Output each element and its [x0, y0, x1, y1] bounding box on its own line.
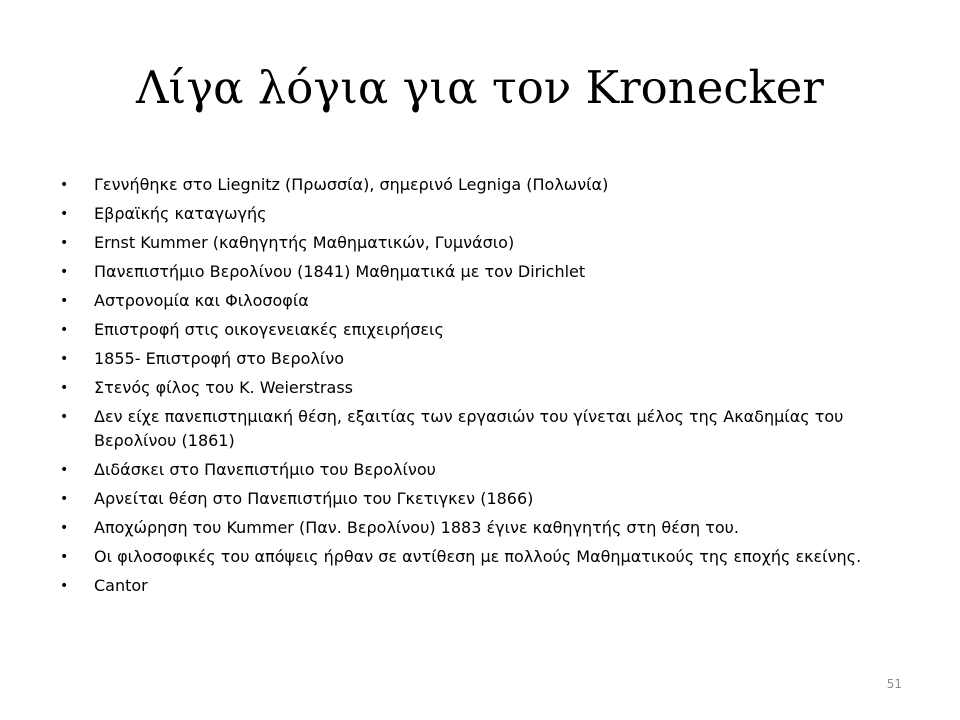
- bullet-item: [60, 289, 910, 313]
- bullet-item: [60, 202, 910, 226]
- bullet-marker: •: [60, 520, 69, 536]
- bullet-text: Πανεπιστήμιο Βερολίνου (1841) Μαθηματικά με τον Dirichlet: [94, 262, 586, 281]
- bullet-text: Γεννήθηκε στο Liegnitz (Πρωσσία), σημερινό Legniga (Πολωνία): [94, 175, 609, 194]
- bullet-marker: •: [60, 322, 69, 338]
- bullet-item: [60, 487, 910, 511]
- bullet-marker: •: [60, 264, 69, 280]
- bullet-text: Αρνείται θέση στο Πανεπιστήμιο του Γκετιγκεν (1866): [94, 489, 534, 508]
- bullet-text: Επιστροφή στις οικογενειακές επιχειρήσεις: [94, 320, 444, 339]
- bullet-marker: •: [60, 177, 69, 193]
- bullet-item: [60, 516, 910, 540]
- bullet-marker: •: [60, 235, 69, 251]
- bullet-text: 1855- Επιστροφή στο Βερολίνο: [94, 349, 345, 368]
- bullet-text: Στενός φίλος του K. Weierstrass: [94, 378, 353, 397]
- bullet-marker: •: [60, 293, 69, 309]
- page-number: 51: [886, 677, 902, 691]
- bullet-text: Αποχώρηση του Kummer (Παν. Βερολίνου) 1883 έγινε καθηγητής στη θέση του.: [94, 518, 739, 537]
- bullet-item: [60, 231, 910, 255]
- bullet-item: [60, 173, 910, 197]
- bullet-text: Ernst Kummer (καθηγητής Μαθηματικών, Γυμνάσιο): [94, 233, 515, 252]
- bullet-marker: •: [60, 491, 69, 507]
- bullet-item: [60, 260, 910, 284]
- slide-title: Λίγα λόγια για τον Kronecker: [136, 61, 824, 114]
- bullet-marker: •: [60, 409, 69, 425]
- bullet-item: [60, 458, 910, 482]
- bullet-list: [60, 173, 910, 603]
- bullet-text: Cantor: [94, 576, 148, 595]
- bullet-marker: •: [60, 206, 69, 222]
- bullet-marker: •: [60, 351, 69, 367]
- bullet-marker: •: [60, 549, 69, 565]
- bullet-item: [60, 574, 910, 598]
- bullet-text: Αστρονομία και Φιλοσοφία: [94, 291, 309, 310]
- bullet-text: Δεν είχε πανεπιστημιακή θέση, εξαιτίας των εργασιών του γίνεται μέλος της Ακαδημίας του Βερολίνου (1861): [94, 407, 844, 450]
- bullet-marker: •: [60, 462, 69, 478]
- bullet-marker: •: [60, 380, 69, 396]
- bullet-item: [60, 318, 910, 342]
- bullet-text: Οι φιλοσοφικές του απόψεις ήρθαν σε αντίθεση με πολλούς Μαθηματικούς της εποχής εκείνης.: [94, 547, 862, 566]
- bullet-item: [60, 347, 910, 371]
- bullet-text: Διδάσκει στο Πανεπιστήμιο του Βερολίνου: [94, 460, 436, 479]
- bullet-text: Εβραϊκής καταγωγής: [94, 204, 267, 223]
- bullet-item: [60, 545, 910, 569]
- bullet-marker: •: [60, 578, 69, 594]
- bullet-item: [60, 376, 910, 400]
- bullet-item: [60, 405, 910, 453]
